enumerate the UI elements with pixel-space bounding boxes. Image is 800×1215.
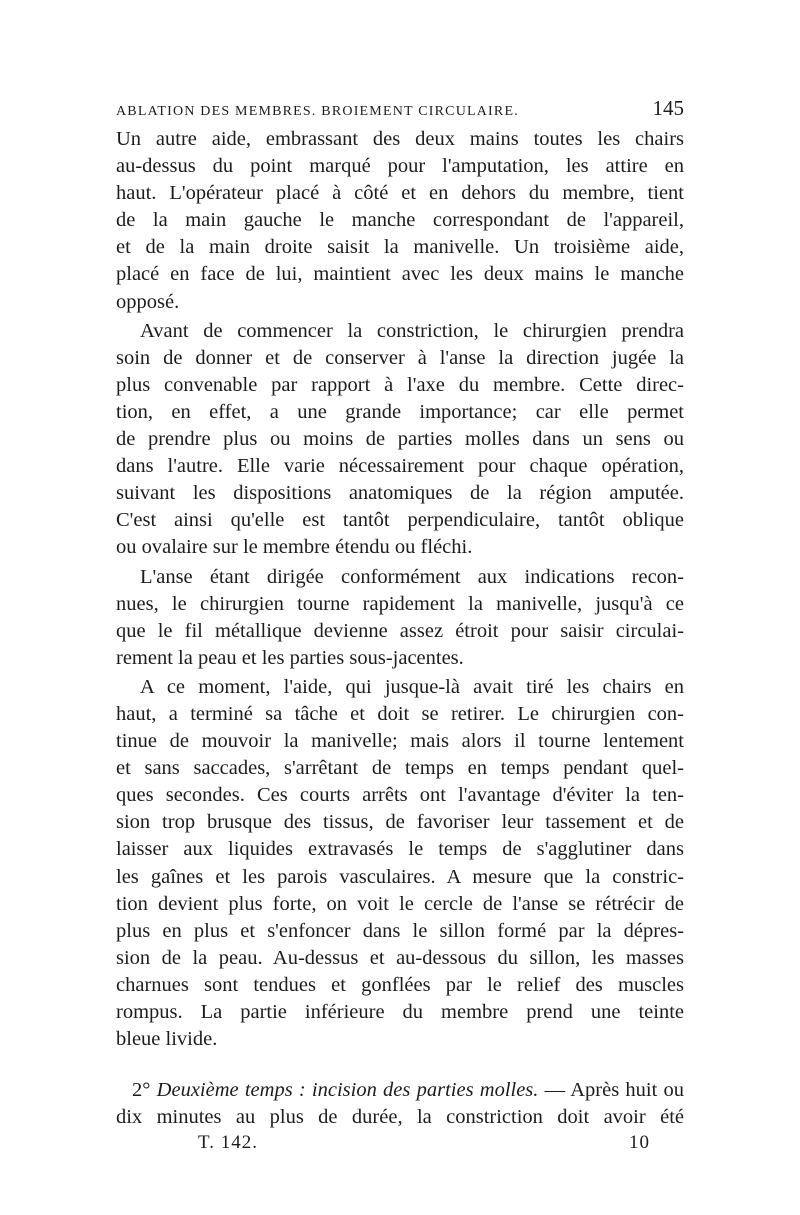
text-line: tion, en effet, a une grande importance; car elle permet (116, 400, 684, 423)
text-line: tion devient plus forte, on voit le cercle de l'anse se rétrécir de (116, 892, 684, 915)
section-numeral: 2° (132, 1079, 151, 1102)
text-line: au-dessus du point marqué pour l'amputation, les attire en (116, 155, 684, 178)
paragraph (116, 674, 684, 1053)
text-line: soin de donner et de conserver à l'anse la direction jugée la (116, 346, 684, 369)
text-line: rement la peau et les parties sous-jacentes. (116, 646, 464, 669)
paragraph (116, 564, 684, 672)
sheet-number: 10 (629, 1132, 650, 1153)
text-line: tinue de mouvoir la manivelle; mais alors il tourne lentement (116, 730, 684, 753)
running-title: ABLATION DES MEMBRES. BROIEMENT CIRCULAIRE. (116, 104, 519, 119)
section-heading-line (116, 1077, 684, 1104)
running-header (116, 96, 684, 121)
text-line: que le fil métallique devienne assez étroit pour saisir circulai- (116, 619, 684, 642)
text-line: charnues sont tendues et gonflées par le relief des muscles (116, 973, 684, 996)
signature-mark: T. 142. (198, 1132, 258, 1153)
text-line: les gaînes et les parois vasculaires. A mesure que la constric- (116, 865, 684, 888)
paragraph (116, 318, 684, 562)
text-line: Un autre aide, embrassant des deux mains toutes les chairs (116, 128, 684, 150)
text-line: L'anse étant dirigée conformément aux indications recon- (140, 565, 684, 588)
text-line: de prendre plus ou moins de parties molles dans un sens ou (116, 428, 684, 451)
text-line: et sans saccades, s'arrêtant de temps en temps pendant quel- (116, 757, 684, 780)
paragraph (116, 126, 684, 316)
text-line: suivant les dispositions anatomiques de la région amputée. (116, 482, 684, 505)
text-line: plus en plus et s'enfoncer dans le sillon formé par la dépres- (116, 919, 684, 942)
text-line: rompus. La partie inférieure du membre prend une teinte (116, 1001, 684, 1023)
text-line: sion de la peau. Au-dessus et au-dessous du sillon, les masses (116, 946, 684, 969)
text-line: bleue livide. (116, 1028, 218, 1051)
text-line: dans l'autre. Elle varie nécessairement pour chaque opération, (116, 455, 684, 478)
page-footer (198, 1132, 650, 1154)
text-line: nues, le chirurgien tourne rapidement la manivelle, jusqu'à ce (116, 592, 684, 615)
text-line: laisser aux liquides extravasés le temps de s'agglutiner dans (116, 838, 684, 861)
text-line: et de la main droite saisit la manivelle. Un troisième aide, (116, 236, 684, 259)
section-paragraph (116, 1077, 684, 1131)
text-line: ques secondes. Ces courts arrêts ont l'avantage d'éviter la ten- (116, 784, 684, 807)
text-line: dix minutes au plus de durée, la constriction doit avoir été (116, 1106, 684, 1129)
text-line: opposé. (116, 290, 180, 313)
text-line: Avant de commencer la constriction, le chirurgien prendra (140, 319, 684, 342)
text-line: C'est ainsi qu'elle est tantôt perpendiculaire, tantôt oblique (116, 509, 684, 532)
text-line: ou ovalaire sur le membre étendu ou fléchi. (116, 536, 473, 559)
text-line: haut. L'opérateur placé à côté et en dehors du membre, tient (116, 182, 684, 205)
page-body (116, 126, 684, 1131)
text-line: sion trop brusque des tissus, de favoriser leur tassement et de (116, 811, 684, 834)
text-line: placé en face de lui, maintient avec les deux mains le manche (116, 263, 684, 286)
page-number: 145 (652, 96, 684, 120)
text-line: haut, a terminé sa tâche et doit se retirer. Le chirurgien con- (116, 702, 684, 725)
section-title: Deuxième temps : incision des parties molles. (156, 1079, 539, 1102)
text-line: plus convenable par rapport à l'axe du membre. Cette direc- (116, 373, 684, 396)
text-line: A ce moment, l'aide, qui jusque-là avait tiré les chairs en (140, 675, 684, 698)
section-text: — Après huit ou (544, 1079, 685, 1102)
text-line: de la main gauche le manche correspondant de l'appareil, (116, 209, 684, 232)
